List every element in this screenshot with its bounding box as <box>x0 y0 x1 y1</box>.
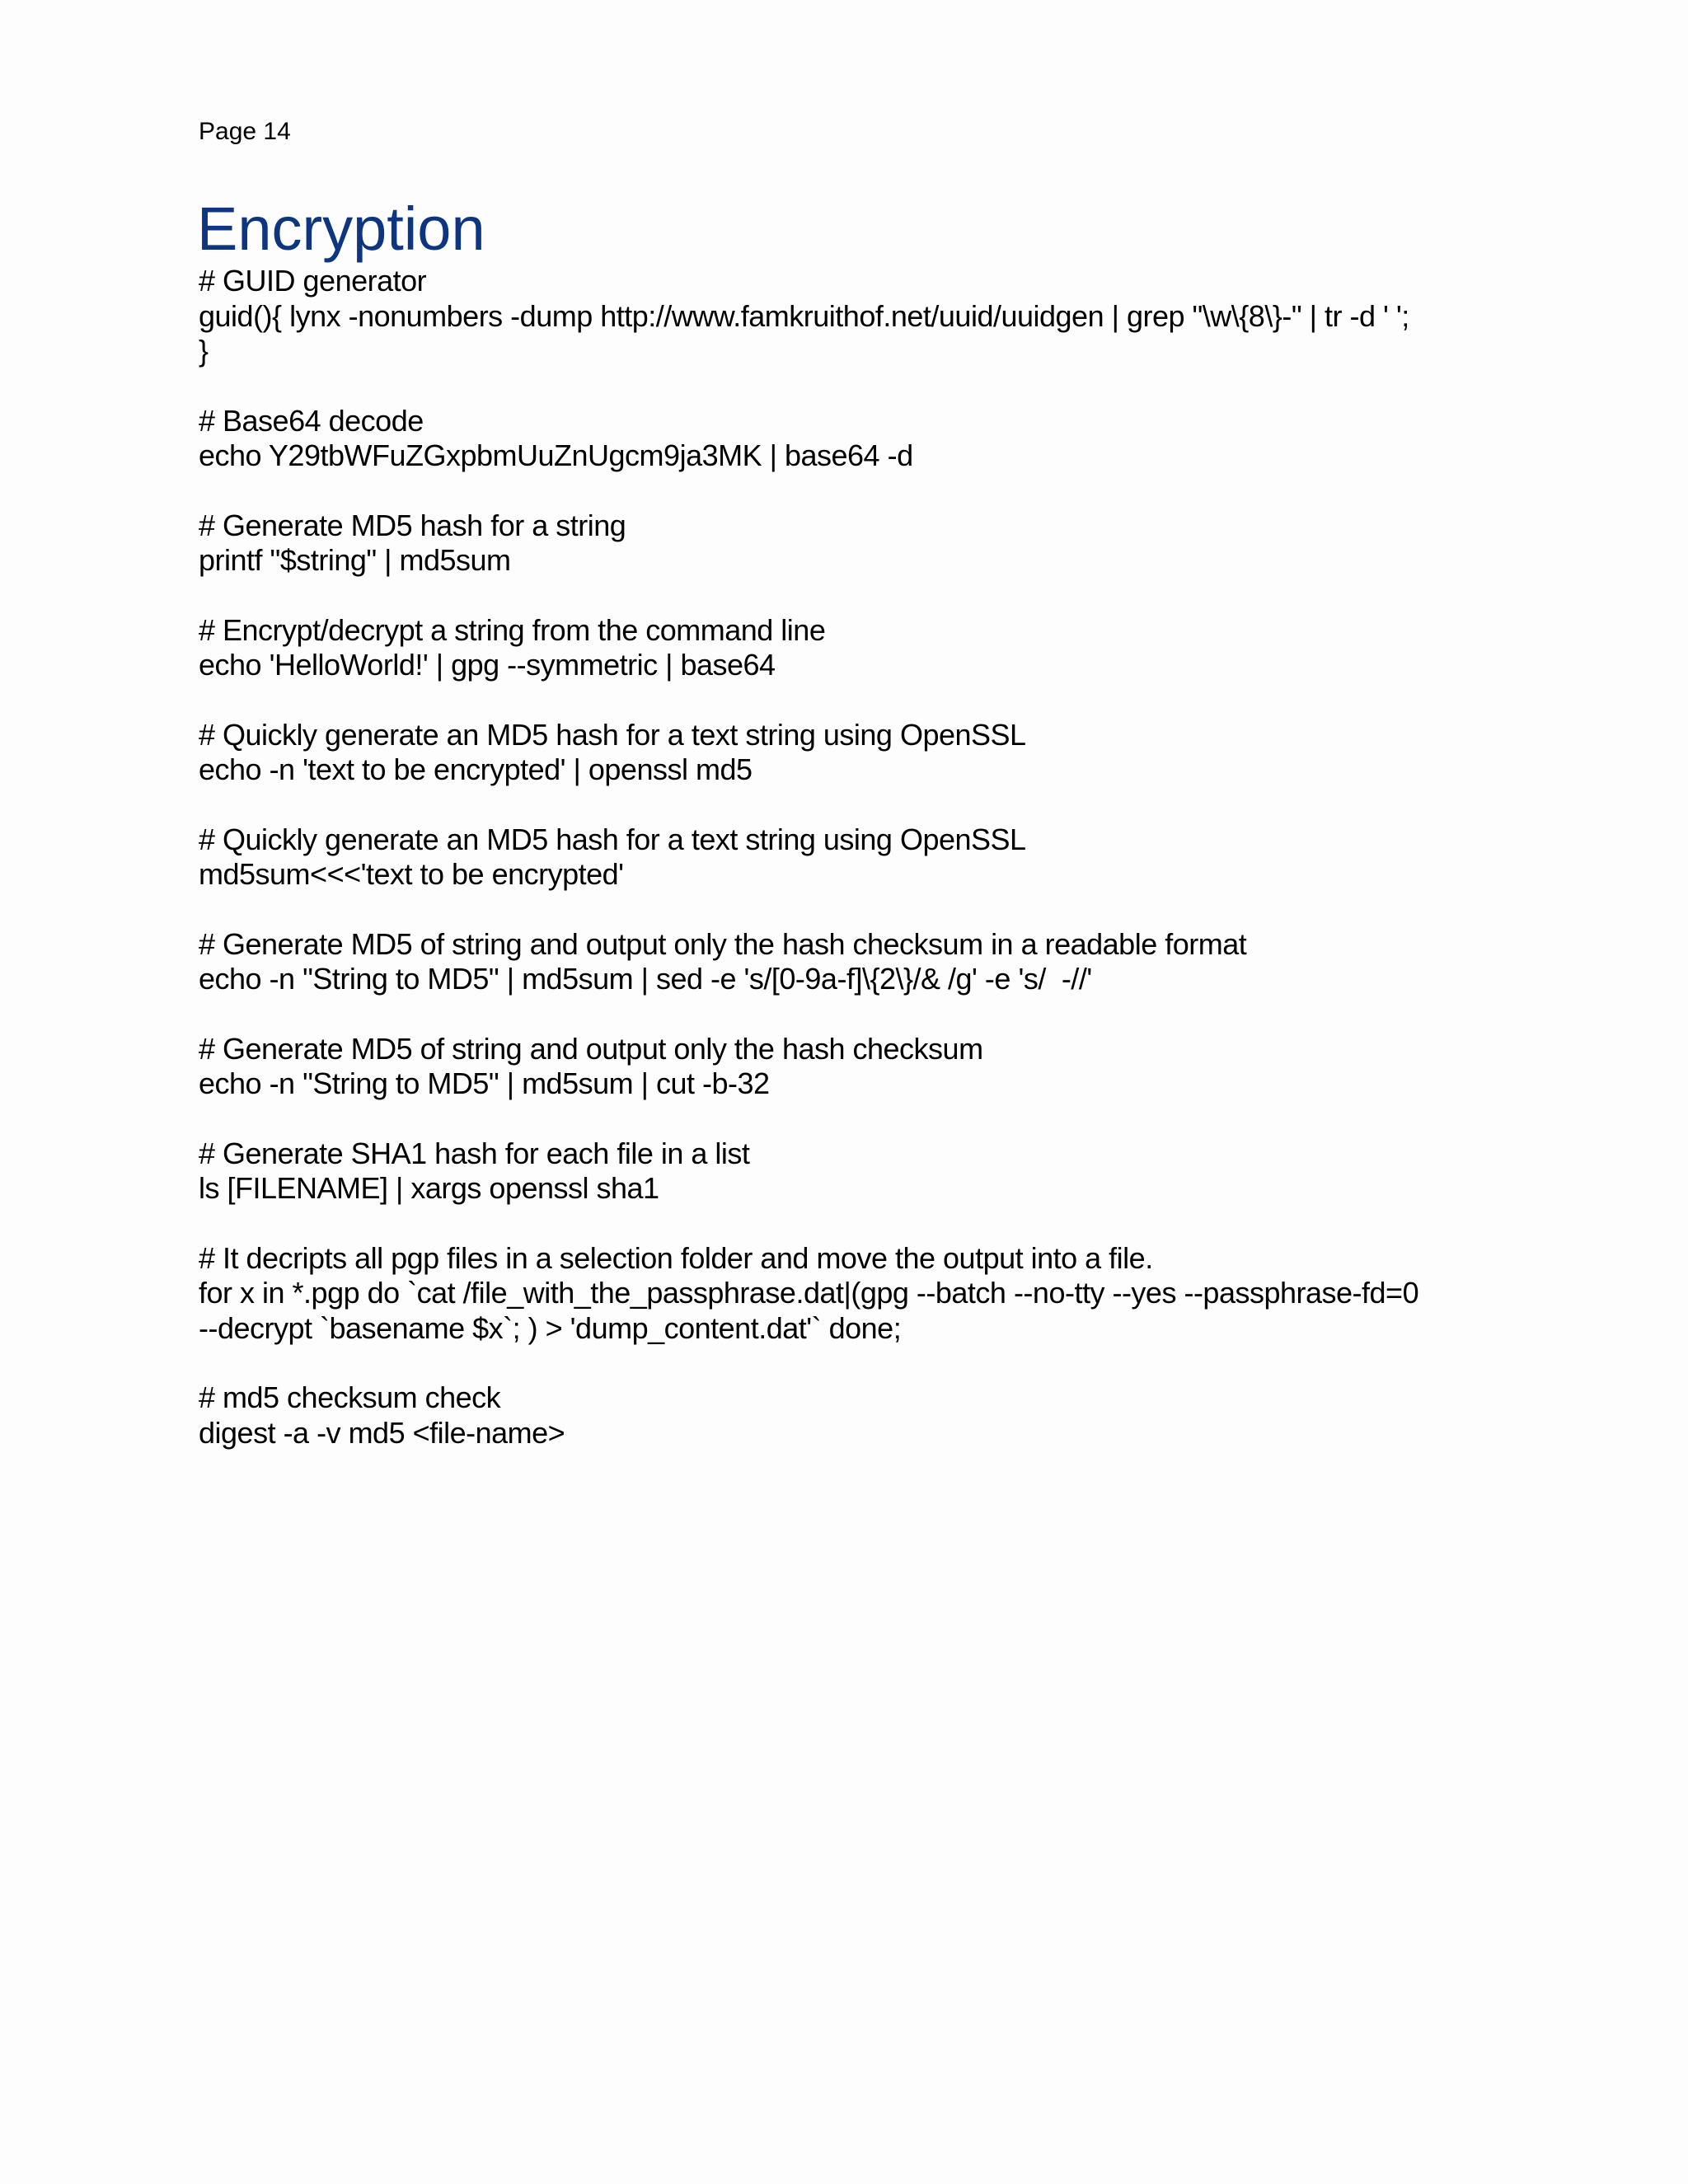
snippet-openssl-md5 <box>199 718 1550 788</box>
snippet-command-line: digest -a -v md5 <file-name> <box>199 1415 565 1450</box>
snippet-md5sum-herestring <box>199 823 1550 893</box>
snippet-decrypt-pgp <box>199 1241 1550 1347</box>
snippet-comment: # Encrypt/decrypt a string from the command line <box>199 612 826 647</box>
snippet-comment: # Quickly generate an MD5 hash for a text string using OpenSSL <box>199 717 1026 752</box>
snippet-comment: # It decripts all pgp files in a selection folder and move the output into a file. <box>199 1240 1153 1275</box>
snippet-comment: # Generate MD5 of string and output only the hash checksum <box>199 1031 983 1066</box>
snippet-guid-generator <box>199 264 1550 369</box>
snippet-md5-readable <box>199 927 1550 997</box>
snippet-command-line: } <box>199 334 209 368</box>
snippet-command-line: --decrypt `basename $x`; ) > 'dump_content.dat'` done; <box>199 1310 902 1345</box>
snippet-command-line: guid(){ lynx -nonumbers -dump http://www.famkruithof.net/uuid/uuidgen | grep "\w\{8\}-" | tr -d ' '; <box>199 298 1409 333</box>
snippet-command-line: ls [FILENAME] | xargs openssl sha1 <box>199 1171 659 1205</box>
snippet-list <box>199 264 1550 1485</box>
snippet-comment: # Quickly generate an MD5 hash for a text string using OpenSSL <box>199 822 1026 856</box>
snippet-md5-checksum-only <box>199 1032 1550 1102</box>
snippet-command-line: echo -n 'text to be encrypted' | openssl md5 <box>199 752 753 786</box>
snippet-comment: # md5 checksum check <box>199 1380 501 1414</box>
snippet-command-line: printf "$string" | md5sum <box>199 543 511 577</box>
snippet-sha1-list <box>199 1137 1550 1207</box>
page-number: Page 14 <box>199 118 291 145</box>
snippet-command-line: md5sum<<<'text to be encrypted' <box>199 857 624 891</box>
page-title: Encryption <box>197 194 485 263</box>
snippet-command-line: echo Y29tbWFuZGxpbmUuZnUgcm9ja3MK | base64 -d <box>199 438 913 472</box>
snippet-encrypt-decrypt <box>199 613 1550 683</box>
snippet-md5-string <box>199 509 1550 579</box>
snippet-md5-check <box>199 1380 1550 1451</box>
snippet-comment: # Base64 decode <box>199 403 424 438</box>
snippet-comment: # Generate MD5 of string and output only the hash checksum in a readable format <box>199 926 1247 961</box>
snippet-comment: # Generate SHA1 hash for each file in a list <box>199 1136 750 1170</box>
snippet-command-line: echo 'HelloWorld!' | gpg --symmetric | base64 <box>199 648 776 682</box>
snippet-comment: # Generate MD5 hash for a string <box>199 508 626 542</box>
snippet-command-line: echo -n "String to MD5" | md5sum | sed -e 's/[0-9a-f]\{2\}/& /g' -e 's/ -//' <box>199 962 1092 996</box>
snippet-command-line: echo -n "String to MD5" | md5sum | cut -b-32 <box>199 1066 770 1100</box>
snippet-comment: # GUID generator <box>199 264 427 298</box>
snippet-command-line: for x in *.pgp do `cat /file_with_the_passphrase.dat|(gpg --batch --no-tty --yes --passphrase-fd=0 <box>199 1276 1419 1310</box>
snippet-base64-decode <box>199 404 1550 474</box>
